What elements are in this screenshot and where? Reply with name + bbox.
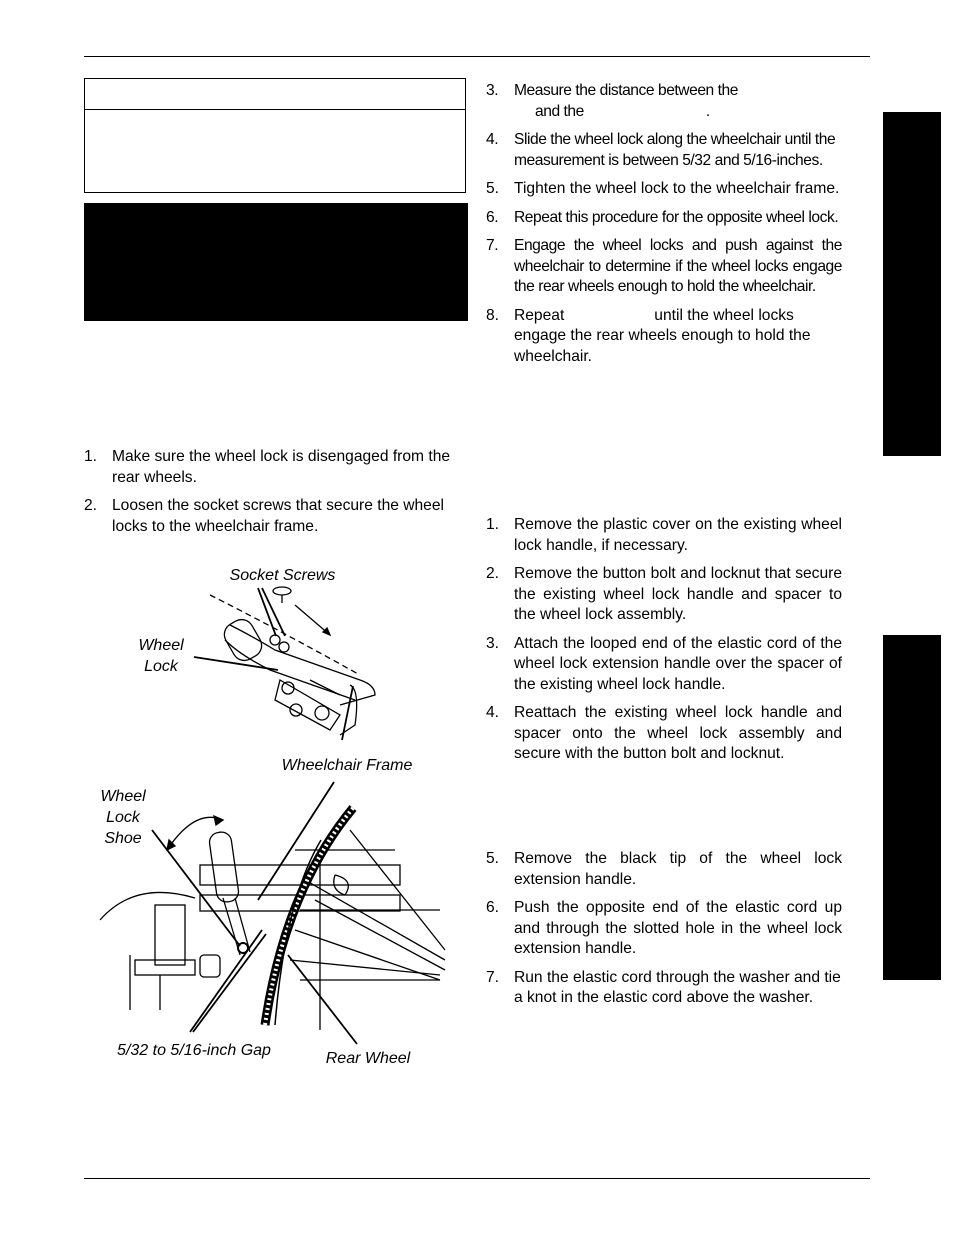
list-item: 6. Repeat this procedure for the opposite wheel lock. bbox=[486, 208, 839, 226]
list-item: 1. Make sure the wheel lock is disengaged from the rear wheels. bbox=[84, 448, 451, 486]
step-text: Push the opposite end of the elastic cord up and through the slotted hole in the wheel lock extension handle. bbox=[514, 899, 842, 957]
step-text: Repeat this procedure for the opposite wheel lock. bbox=[514, 208, 839, 226]
step-text: Tighten the wheel lock to the wheelchair frame. bbox=[514, 180, 840, 197]
step-text: Make sure the wheel lock is disengaged from the rear wheels. bbox=[112, 448, 451, 486]
list-item: 3. Attach the looped end of the elastic cord of the wheel lock extension handle over the spacer of the existing wheel lock handle. bbox=[486, 634, 842, 693]
list-item: 7. Engage the wheel locks and push against the wheelchair to determine if the wheel locks engage the rear wheels enough to hold the wheelchair. bbox=[486, 237, 842, 295]
list-item: 7. Run the elastic cord through the washer and tie a knot in the elastic cord above the washer. bbox=[486, 968, 841, 1006]
label-rear-wheel: Rear Wheel bbox=[325, 1050, 411, 1067]
adjustment-steps-start bbox=[84, 447, 468, 545]
header-rule bbox=[84, 56, 870, 57]
list-item: 4. Slide the wheel lock along the wheelchair until the measurement is between 5/32 and 5/16-inches. bbox=[486, 131, 836, 169]
list-item: 8. Repeat until the wheel locks engage the rear wheels enough to hold the wheelchair. bbox=[486, 306, 811, 365]
adjustment-steps-continued bbox=[486, 81, 842, 375]
step-text: Loosen the socket screws that secure the wheel locks to the wheelchair frame. bbox=[112, 497, 444, 535]
list-item: 2. Loosen the socket screws that secure the wheel locks to the wheelchair frame. bbox=[84, 497, 444, 535]
list-item: 5. Remove the black tip of the wheel lock extension handle. bbox=[486, 850, 842, 888]
step-text: until the wheel locks engage the rear wheels enough to hold the wheelchair. bbox=[514, 306, 811, 365]
label-gap: 5/32 to 5/16-inch Gap bbox=[117, 1042, 271, 1059]
note-box bbox=[84, 78, 466, 193]
step-text: Attach the looped end of the elastic cord of the wheel lock extension handle over the spacer of the existing wheel lock handle. bbox=[514, 634, 842, 693]
step-text: Remove the button bolt and locknut that secure the existing wheel lock handle and spacer to the wheel lock assembly. bbox=[514, 565, 842, 623]
list-item: 6. Push the opposite end of the elastic cord up and through the slotted hole in the wheel lock extension handle. bbox=[486, 899, 842, 957]
step-text: Run the elastic cord through the washer and tie a knot in the elastic cord above the washer. bbox=[514, 968, 841, 1006]
step-text: Remove the black tip of the wheel lock extension handle. bbox=[514, 850, 842, 888]
step-text: Remove the plastic cover on the existing wheel lock handle, if necessary. bbox=[514, 516, 842, 554]
extension-handle-steps bbox=[486, 515, 842, 773]
list-item: 4. Reattach the existing wheel lock handle and spacer onto the wheel lock assembly and secure with the button bolt and locknut. bbox=[486, 704, 842, 762]
section-tab-upper bbox=[883, 112, 941, 456]
section-tab-lower bbox=[883, 635, 941, 980]
footer-rule bbox=[84, 1178, 870, 1179]
list-item: 2. Remove the button bolt and locknut that secure the existing wheel lock handle and spacer to the wheel lock assembly. bbox=[486, 565, 842, 623]
label-socket-screws: Socket Screws bbox=[229, 567, 336, 584]
list-item: 1. Remove the plastic cover on the existing wheel lock handle, if necessary. bbox=[486, 516, 842, 554]
socket-screw-illustration bbox=[180, 585, 440, 745]
elastic-cord-steps bbox=[486, 849, 842, 1017]
step-text: Slide the wheel lock along the wheelchair until the measurement is between 5/32 and 5/16-inches. bbox=[514, 131, 836, 169]
step-text: Engage the wheel locks and push against the wheelchair to determine if the wheel locks engage the rear wheels enough to hold the wheelchair. bbox=[514, 237, 842, 295]
list-item: 5. Tighten the wheel lock to the wheelchair frame. bbox=[486, 180, 840, 197]
step-text: Repeat bbox=[514, 306, 565, 324]
list-item: 3. Measure the distance between the and the . bbox=[486, 82, 738, 120]
note-box-header bbox=[85, 79, 465, 110]
step-text: Reattach the existing wheel lock handle and spacer onto the wheel lock assembly and secure with the button bolt and locknut. bbox=[514, 704, 842, 762]
step-text: and the bbox=[535, 102, 584, 120]
label-wheel-lock-shoe: Wheel Lock Shoe bbox=[100, 788, 146, 847]
step-text: . bbox=[705, 102, 710, 120]
step-text: Measure the distance between the bbox=[514, 82, 738, 99]
label-wheelchair-frame: Wheelchair Frame bbox=[281, 757, 413, 774]
label-wheel-lock: Wheel Lock bbox=[138, 637, 184, 675]
warning-box bbox=[84, 203, 468, 321]
